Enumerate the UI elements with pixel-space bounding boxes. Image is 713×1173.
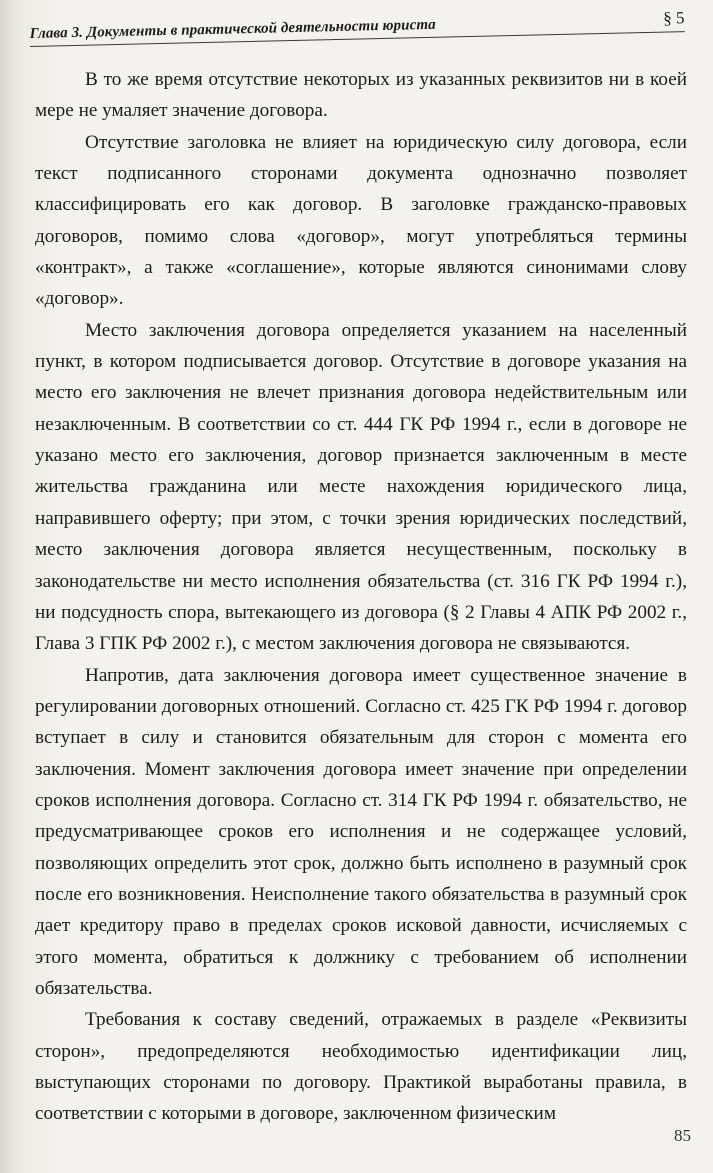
body-text bbox=[35, 64, 687, 1130]
running-head bbox=[29, 5, 684, 47]
section-number: § 5 bbox=[663, 8, 685, 28]
paragraph: Отсутствие заголовка не влияет на юридическую силу договора, если текст подписанного сторонами документа однозначно позволяет классифицировать его как договор. В заголовке гражданско-правовых договоров, помимо слова «договор», могут употребляться термины «контракт», а также «соглашение», которые являются синонимами слову «договор». bbox=[35, 131, 687, 310]
chapter-title: Глава 3. Документы в практической деятельности юриста bbox=[29, 16, 436, 43]
page-number: 85 bbox=[674, 1126, 691, 1145]
paragraph: Напротив, дата заключения договора имеет существенное значение в регулировании договорных отношений. Согласно ст. 425 ГК РФ 1994 г. договор вступает в силу и становится обязательным для сторон с момента его заключения. Момент заключения договора имеет значение при определении сроков исполнения договора. Согласно ст. 314 ГК РФ 1994 г. обязательство, не предусматривающее сроков его исполнения и не содержащее условий, позволяющих определить этот срок, должно быть исполнено в разумный срок после его возникновения. Неисполнение такого обязательства в разумный срок дает кредитору право в пределах сроков исковой давности, исчисляемых с этого момента, обратиться к должнику с требованием об исполнении обязательства. bbox=[35, 664, 687, 999]
paragraph: Место заключения договора определяется указанием на населенный пункт, в котором подписывается договор. Отсутствие в договоре указания на место его заключения не влечет признания договора недействительным или незаключенным. В соответствии со ст. 444 ГК РФ 1994 г., если в договоре не указано место его заключения, договор признается заключенным в месте жительства гражданина или месте нахождения юридического лица, направившего оферту; при этом, с точки зрения юридических последствий, место заключения договора является несущественным, поскольку в законодательстве ни место исполнения обязательства (ст. 316 ГК РФ 1994 г.), ни подсудность спора, вытекающего из договора (§ 2 Главы 4 АПК РФ 2002 г., Глава 3 ГПК РФ 2002 г.), с местом заключения договора не связываются. bbox=[35, 319, 687, 655]
paragraph: В то же время отсутствие некоторых из указанных реквизитов ни в коей мере не умаляет значение договора. bbox=[35, 69, 687, 122]
paragraph: Требования к составу сведений, отражаемых в разделе «Реквизиты сторон», предопределяются необходимостью идентификации лиц, выступающих сторонами по договору. Практикой выработаны правила, в соответствии с которыми в договоре, заключенном физическим bbox=[35, 1009, 687, 1125]
